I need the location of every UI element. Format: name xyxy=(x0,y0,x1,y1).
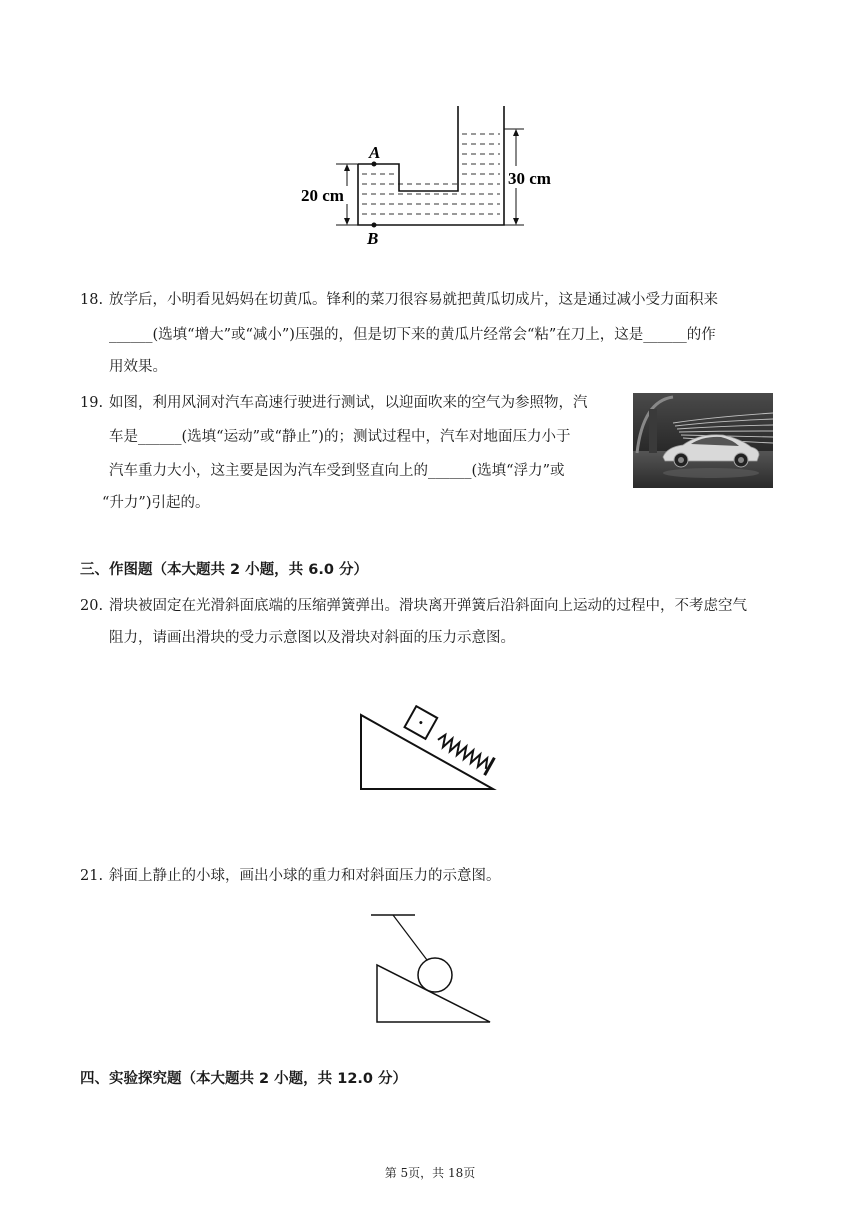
q19-number: 19. xyxy=(80,395,104,411)
incline-spring-figure xyxy=(355,705,505,795)
q18-line-1: 放学后，小明看见妈妈在切黄瓜。锋利的菜刀很容易就把黄瓜切成片，这是通过减小受力面积来 xyxy=(109,292,718,308)
u-container-figure xyxy=(296,100,566,250)
q19-line-1: 如图，利用风洞对汽车高速行驶进行测试，以迎面吹来的空气为参照物，汽 xyxy=(109,395,588,411)
wind-tunnel-car-image xyxy=(633,393,773,488)
point-a-label: A xyxy=(369,143,381,162)
ball-incline-figure xyxy=(365,905,495,1025)
left-height-label: 20 cm xyxy=(301,186,344,205)
q20-line-2: 阻力，请画出滑块的受力示意图以及滑块对斜面的压力示意图。 xyxy=(109,630,515,646)
q20-line-1: 滑块被固定在光滑斜面底端的压缩弹簧弹出。滑块离开弹簧后沿斜面向上运动的过程中，不考虑空气 xyxy=(109,598,747,614)
q18-line-3: 用效果。 xyxy=(109,359,167,375)
point-b-label: B xyxy=(367,229,379,248)
q19-line-3: 汽车重力大小，这主要是因为汽车受到竖直向上的______(选填“浮力”或 xyxy=(109,463,565,479)
right-height-label: 30 cm xyxy=(508,169,551,188)
q19-line-4: “升力”)引起的。 xyxy=(102,495,210,511)
page-footer: 第 5页，共 18页 xyxy=(384,1166,476,1180)
q18-number: 18. xyxy=(80,292,104,308)
section-3-title: 三、作图题（本大题共 2 小题，共 6.0 分） xyxy=(80,562,368,578)
q18-line-2: ______(选填“增大”或“减小”)压强的，但是切下来的黄瓜片经常会“粘”在刀上，这是______的作 xyxy=(109,327,716,343)
q19-line-2: 车是______(选填“运动”或“静止”)的；测试过程中，汽车对地面压力小于 xyxy=(109,429,571,445)
q21-line-1: 斜面上静止的小球，画出小球的重力和对斜面压力的示意图。 xyxy=(109,868,501,884)
q21-number: 21. xyxy=(80,868,104,884)
section-4-title: 四、实验探究题（本大题共 2 小题，共 12.0 分） xyxy=(80,1071,408,1087)
q20-number: 20. xyxy=(80,598,104,614)
